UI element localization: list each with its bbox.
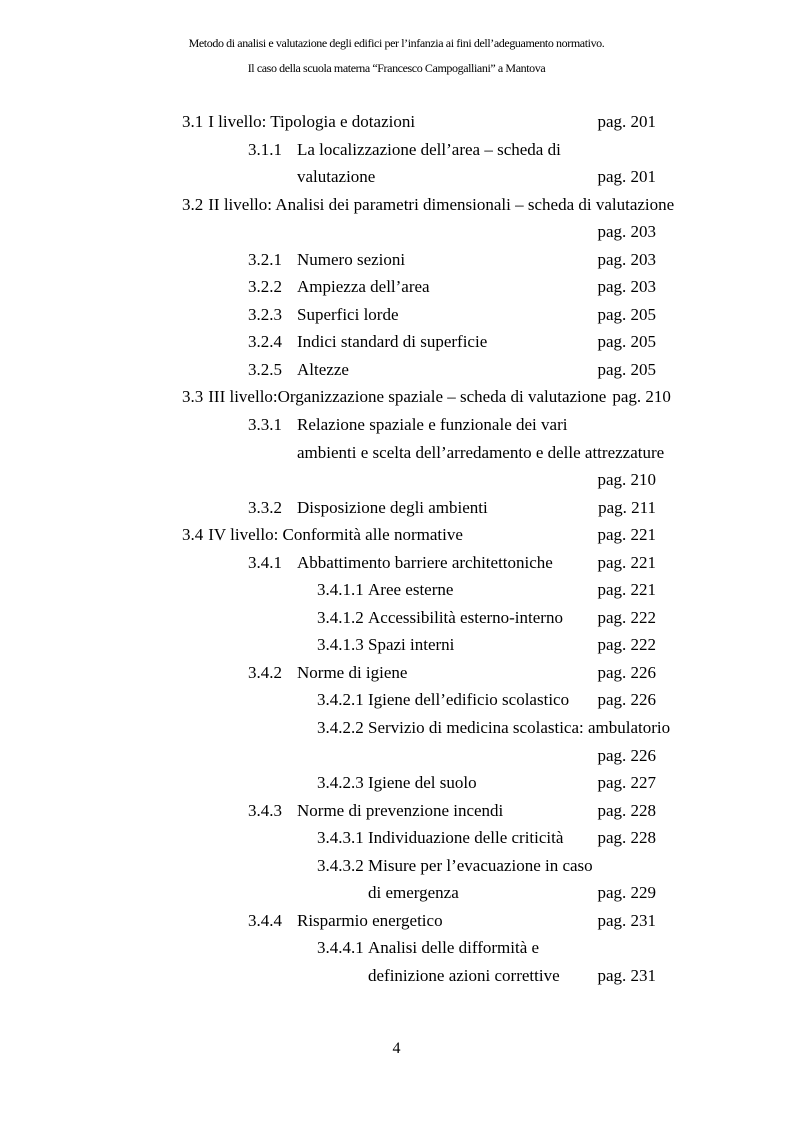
toc-entry-title: I livello: Tipologia e dotazioni [208, 112, 416, 131]
toc-entry-title: Superfici lorde [297, 304, 399, 324]
toc-entry-number: 3.4.2.3 [317, 773, 364, 793]
toc-entry-title: Norme di igiene [297, 662, 408, 682]
toc-entry-page: pag. 210 [597, 470, 656, 490]
toc-entry-number: 3.3.1 [248, 415, 282, 435]
toc-row[interactable] [182, 191, 675, 219]
toc-entry-page: pag. 228 [597, 828, 656, 848]
toc-entry-label [182, 769, 477, 797]
toc-entry-label [182, 631, 454, 659]
toc-entry-number: 3.4.4 [248, 910, 282, 930]
toc-entry-label [182, 356, 349, 384]
toc-entry-number: 3.2.3 [248, 304, 282, 324]
toc-entry-number: 3.1 [182, 112, 204, 131]
toc-row[interactable] [182, 273, 656, 301]
toc-entry-number: 3.4.4.1 [317, 938, 364, 958]
toc-entry-title: II livello: Analisi dei parametri dimensionali – scheda di valutazione [208, 194, 675, 214]
toc-entry-number: 3.1.1 [248, 139, 282, 159]
toc-entry-title: Analisi delle difformità e [368, 938, 540, 958]
toc-row[interactable] [182, 879, 656, 907]
running-header-line-2: Il caso della scuola materna “Francesco Campogalliani” a Mantova [247, 61, 546, 75]
toc-entry-number: 3.3.2 [248, 497, 282, 517]
toc-entry-label [182, 714, 670, 742]
toc-row[interactable] [182, 521, 656, 549]
toc-entry-number: 3.4.1.2 [317, 607, 364, 627]
toc-entry-title: La localizzazione dell’area – scheda di [297, 139, 561, 159]
toc-entry-number: 3.4.1.3 [317, 635, 364, 655]
toc-entry-title: Spazi interni [368, 635, 455, 655]
table-of-contents [182, 108, 675, 990]
toc-entry-title: Abbattimento barriere architettoniche [297, 552, 553, 572]
toc-entry-label [182, 907, 443, 935]
toc-entry-title: Norme di prevenzione incendi [297, 800, 504, 820]
toc-entry-label [182, 191, 674, 219]
toc-entry-label [182, 383, 606, 411]
toc-row[interactable] [182, 356, 656, 384]
toc-entry-label [182, 301, 399, 329]
toc-row[interactable] [182, 301, 656, 329]
toc-row[interactable] [182, 163, 656, 191]
toc-entry-title: Individuazione delle criticità [368, 828, 564, 848]
toc-entry-label [182, 163, 375, 191]
toc-entry-label [182, 439, 664, 467]
toc-entry-number: 3.2.2 [248, 277, 282, 297]
toc-entry-label [182, 659, 407, 687]
toc-entry-label [182, 824, 563, 852]
toc-entry-page: pag. 203 [597, 222, 656, 242]
toc-row[interactable] [182, 411, 656, 439]
toc-entry-number: 3.4.2.2 [317, 718, 364, 738]
toc-entry-page: pag. 231 [597, 965, 656, 985]
toc-entry-label [182, 686, 569, 714]
toc-row[interactable] [182, 466, 656, 494]
toc-entry-page: pag. 229 [597, 883, 656, 903]
toc-row[interactable] [182, 769, 656, 797]
toc-entry-number: 3.4.2 [248, 662, 282, 682]
toc-entry-page: pag. 231 [597, 910, 656, 930]
toc-entry-page: pag. 226 [597, 662, 656, 682]
toc-entry-number: 3.4.2.1 [317, 690, 364, 710]
toc-entry-label [182, 328, 487, 356]
toc-entry-page: pag. 221 [597, 580, 656, 600]
toc-row[interactable] [182, 328, 656, 356]
toc-entry-number: 3.4.3 [248, 800, 282, 820]
toc-entry-title: Igiene dell’edificio scolastico [368, 690, 570, 710]
toc-entry-title: definizione azioni correttive [368, 965, 560, 985]
toc-entry-label [182, 549, 553, 577]
toc-entry-number: 3.4.3.2 [317, 855, 364, 875]
toc-entry-title: IV livello: Conformità alle normative [208, 525, 463, 545]
toc-row[interactable] [182, 218, 656, 246]
toc-row[interactable] [182, 852, 656, 880]
toc-entry-label [182, 879, 459, 907]
toc-entry-page: pag. 221 [597, 552, 656, 572]
toc-entry-page: pag. 221 [597, 525, 656, 545]
toc-row[interactable] [182, 136, 656, 164]
toc-entry-page: pag. 211 [598, 497, 656, 517]
toc-row[interactable] [182, 714, 671, 742]
toc-entry-title: di emergenza [368, 883, 459, 903]
toc-entry-label [182, 962, 560, 990]
toc-row[interactable] [182, 576, 656, 604]
toc-entry-title: Disposizione degli ambienti [297, 497, 488, 517]
running-header-line-1: Metodo di analisi e valutazione degli edifici per l’infanzia ai fini dell’adeguamento normativo. [188, 36, 605, 50]
toc-row[interactable] [182, 797, 656, 825]
running-header [0, 31, 793, 81]
toc-entry-title: Misure per l’evacuazione in caso [368, 855, 593, 875]
toc-row[interactable] [182, 549, 656, 577]
toc-entry-title: Servizio di medicina scolastica: ambulatorio [368, 718, 671, 738]
toc-entry-title: III livello:Organizzazione spaziale – scheda di valutazione [208, 387, 607, 407]
toc-entry-label [182, 576, 453, 604]
toc-entry-title: Igiene del suolo [368, 773, 477, 793]
toc-row[interactable] [182, 439, 665, 467]
toc-entry-number: 3.4.3.1 [317, 828, 364, 848]
toc-entry-number: 3.4 [182, 525, 204, 545]
toc-entry-number: 3.4.1.1 [317, 580, 364, 600]
toc-entry-page: pag. 222 [597, 607, 656, 627]
toc-entry-page: pag. 203 [597, 249, 656, 269]
toc-row[interactable] [182, 824, 656, 852]
toc-entry-title: Numero sezioni [297, 249, 406, 269]
toc-entry-label [182, 934, 539, 962]
toc-row[interactable] [182, 686, 656, 714]
toc-row[interactable] [182, 494, 656, 522]
toc-entry-page: pag. 227 [597, 773, 656, 793]
toc-row[interactable] [182, 742, 656, 770]
toc-entry-number: 3.2.4 [248, 332, 282, 352]
toc-entry-title: Relazione spaziale e funzionale dei vari [297, 415, 568, 435]
toc-entry-page: pag. 205 [597, 332, 656, 352]
toc-entry-label [182, 246, 405, 274]
toc-entry-label [182, 494, 488, 522]
toc-entry-label [182, 273, 430, 301]
toc-entry-label [182, 108, 415, 136]
toc-entry-label [182, 797, 503, 825]
toc-row[interactable] [182, 907, 656, 935]
toc-entry-page: pag. 201 [597, 167, 656, 187]
toc-entry-title: Aree esterne [368, 580, 454, 600]
toc-entry-title: Accessibilità esterno-interno [368, 607, 563, 627]
toc-entry-title: Ampiezza dell’area [297, 277, 430, 297]
toc-row[interactable] [182, 383, 671, 411]
page-number: 4 [392, 1040, 401, 1057]
toc-entry-label [182, 521, 463, 549]
toc-entry-label [182, 852, 593, 880]
toc-entry-title: Altezze [297, 359, 349, 379]
toc-entry-title: ambienti e scelta dell’arredamento e delle attrezzature [297, 442, 665, 462]
toc-entry-label [182, 604, 563, 632]
toc-entry-number: 3.3 [182, 387, 204, 407]
toc-entry-label [182, 411, 567, 439]
toc-entry-page: pag. 205 [597, 304, 656, 324]
toc-row[interactable] [182, 659, 656, 687]
toc-entry-number: 3.2.5 [248, 359, 282, 379]
toc-row[interactable] [182, 934, 656, 962]
toc-entry-number: 3.2 [182, 194, 204, 214]
toc-entry-page: pag. 228 [597, 800, 656, 820]
toc-entry-title: Indici standard di superficie [297, 332, 488, 352]
toc-entry-page: pag. 201 [597, 112, 656, 131]
toc-entry-page: pag. 203 [597, 277, 656, 297]
toc-entry-number: 3.4.1 [248, 552, 282, 572]
toc-entry-page: pag. 226 [597, 745, 656, 765]
toc-entry-page: pag. 222 [597, 635, 656, 655]
toc-entry-title: Risparmio energetico [297, 910, 443, 930]
toc-entry-page: pag. 205 [597, 359, 656, 379]
toc-row[interactable] [182, 246, 656, 274]
toc-row[interactable] [182, 604, 656, 632]
toc-row[interactable] [182, 108, 656, 136]
toc-entry-page: pag. 226 [597, 690, 656, 710]
toc-entry-number: 3.2.1 [248, 249, 282, 269]
toc-entry-label [182, 136, 561, 164]
toc-entry-title: valutazione [297, 167, 376, 187]
toc-row[interactable] [182, 962, 656, 990]
toc-row[interactable] [182, 631, 656, 659]
toc-entry-page: pag. 210 [612, 387, 671, 407]
